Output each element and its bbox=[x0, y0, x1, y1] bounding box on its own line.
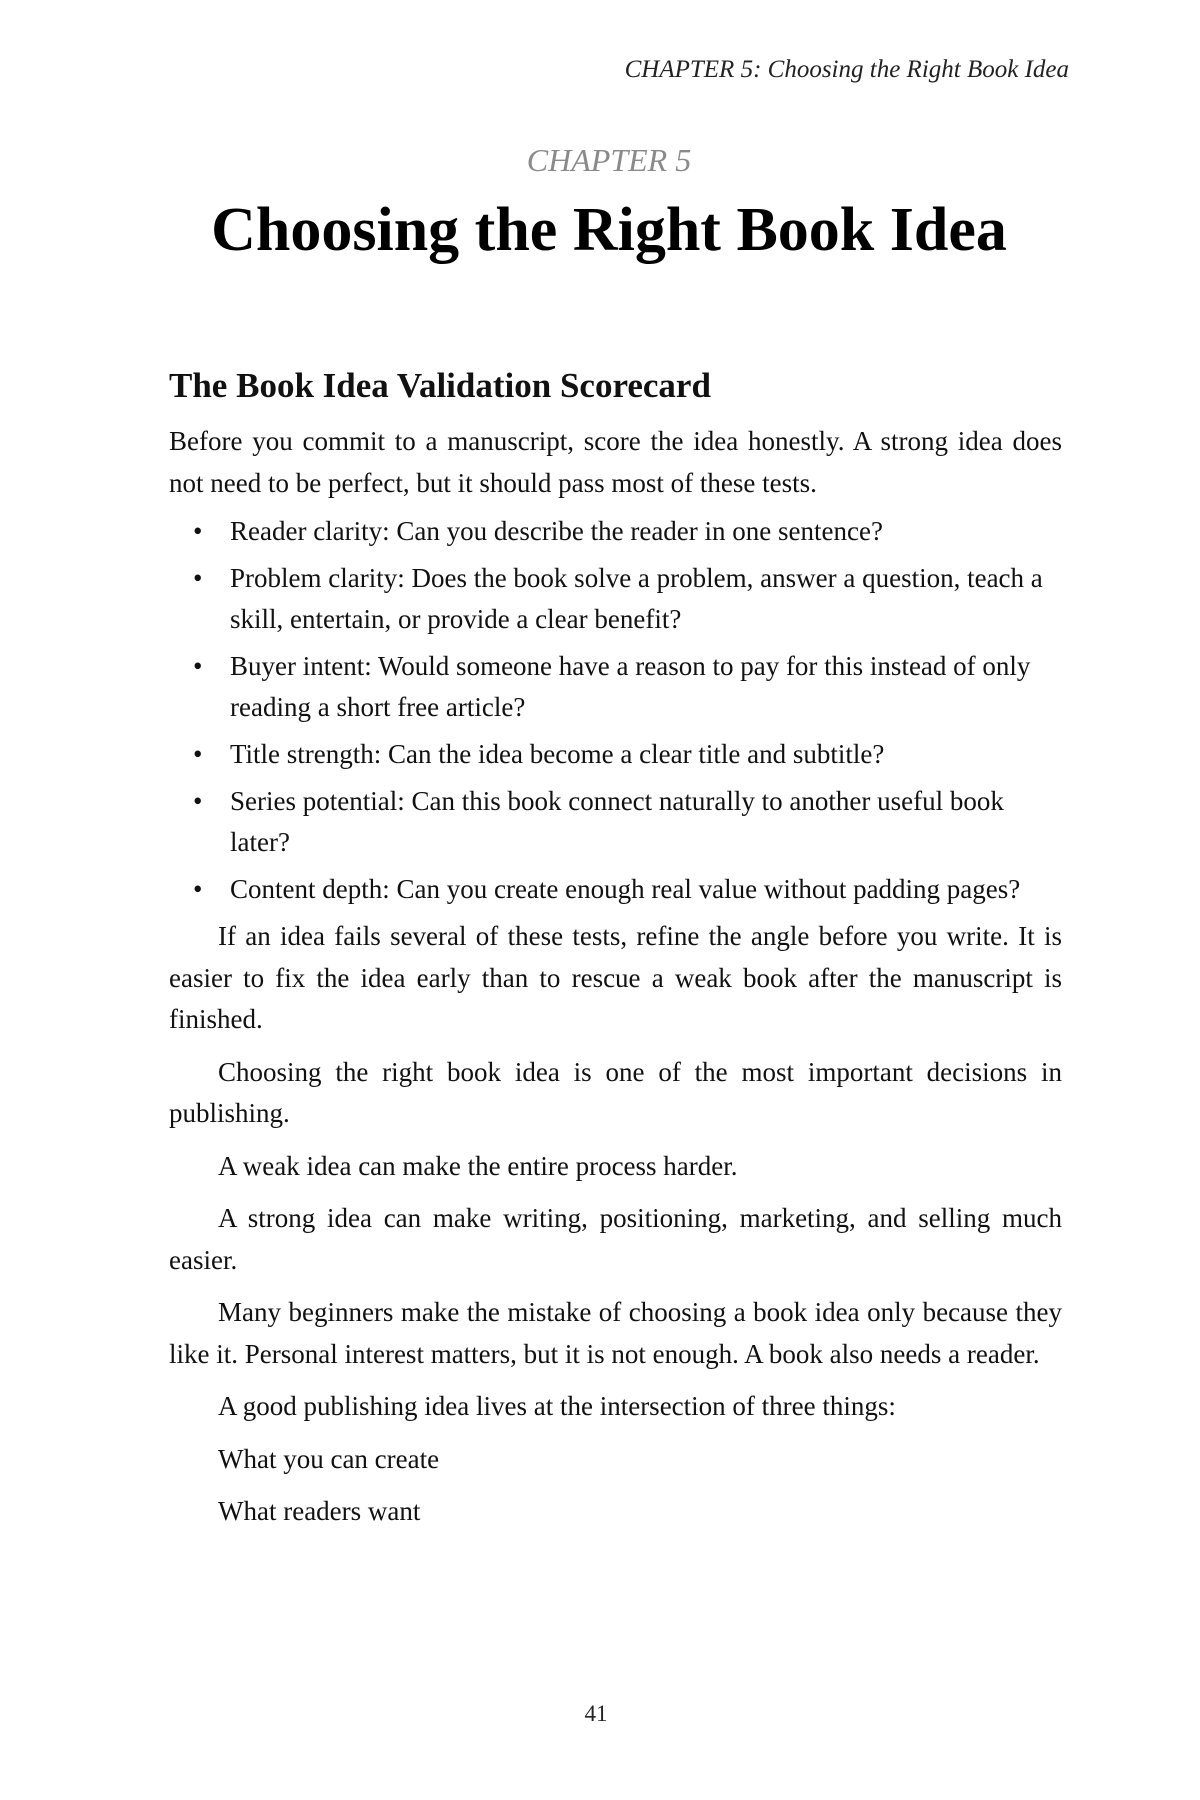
body-paragraph: A weak idea can make the entire process harder. bbox=[218, 1150, 738, 1181]
scorecard-item-text: Reader clarity: Can you describe the reader in one sentence? bbox=[230, 516, 883, 546]
scorecard-item bbox=[169, 511, 1062, 552]
section-heading: The Book Idea Validation Scorecard bbox=[169, 366, 711, 405]
scorecard-item bbox=[169, 646, 1062, 728]
chapter-body bbox=[169, 365, 1062, 1544]
section-intro-paragraph: Before you commit to a manuscript, score the idea honestly. A strong idea does not need to be perfect, but it should pass most of these tests. bbox=[169, 426, 1062, 498]
scorecard-item-text: Buyer intent: Would someone have a reason to pay for this instead of only reading a short free article? bbox=[230, 651, 1031, 722]
body-paragraph: What you can create bbox=[218, 1443, 440, 1474]
page-number: 41 bbox=[584, 1701, 608, 1726]
body-paragraph: If an idea fails several of these tests, refine the angle before you write. It is easier to fix the idea early than to rescue a weak book after the manuscript is finished. bbox=[169, 921, 1062, 1034]
bullet-icon: • bbox=[193, 516, 203, 546]
body-paragraph: A strong idea can make writing, positioning, marketing, and selling much easier. bbox=[169, 1203, 1062, 1275]
body-paragraph: Choosing the right book idea is one of the most important decisions in publishing. bbox=[169, 1056, 1062, 1128]
scorecard-item-text: Problem clarity: Does the book solve a problem, answer a question, teach a skill, entertain, or provide a clear benefit? bbox=[230, 563, 1043, 634]
scorecard-item bbox=[169, 558, 1062, 640]
body-paragraph: Many beginners make the mistake of choosing a book idea only because they like it. Personal interest matters, but it is not enough. A book also needs a reader. bbox=[169, 1297, 1062, 1369]
scorecard-item bbox=[169, 781, 1062, 863]
body-paragraph: A good publishing idea lives at the intersection of three things: bbox=[218, 1391, 896, 1421]
body-paragraph: What readers want bbox=[218, 1496, 421, 1526]
bullet-icon: • bbox=[193, 786, 203, 816]
bullet-icon: • bbox=[193, 739, 203, 769]
bullet-icon: • bbox=[193, 651, 203, 681]
scorecard-list bbox=[169, 511, 1062, 910]
chapter-title: Choosing the Right Book Idea bbox=[211, 196, 1007, 264]
scorecard-item bbox=[169, 869, 1062, 910]
scorecard-item-text: Content depth: Can you create enough real value without padding pages? bbox=[230, 874, 1021, 904]
chapter-label: CHAPTER 5 bbox=[526, 142, 692, 178]
scorecard-item-text: Series potential: Can this book connect naturally to another useful book later? bbox=[230, 786, 1004, 857]
running-head: CHAPTER 5: Choosing the Right Book Idea bbox=[624, 56, 1069, 83]
scorecard-item-text: Title strength: Can the idea become a clear title and subtitle? bbox=[230, 739, 885, 769]
bullet-icon: • bbox=[193, 874, 203, 904]
scorecard-item bbox=[169, 734, 1062, 775]
bullet-icon: • bbox=[193, 563, 203, 593]
